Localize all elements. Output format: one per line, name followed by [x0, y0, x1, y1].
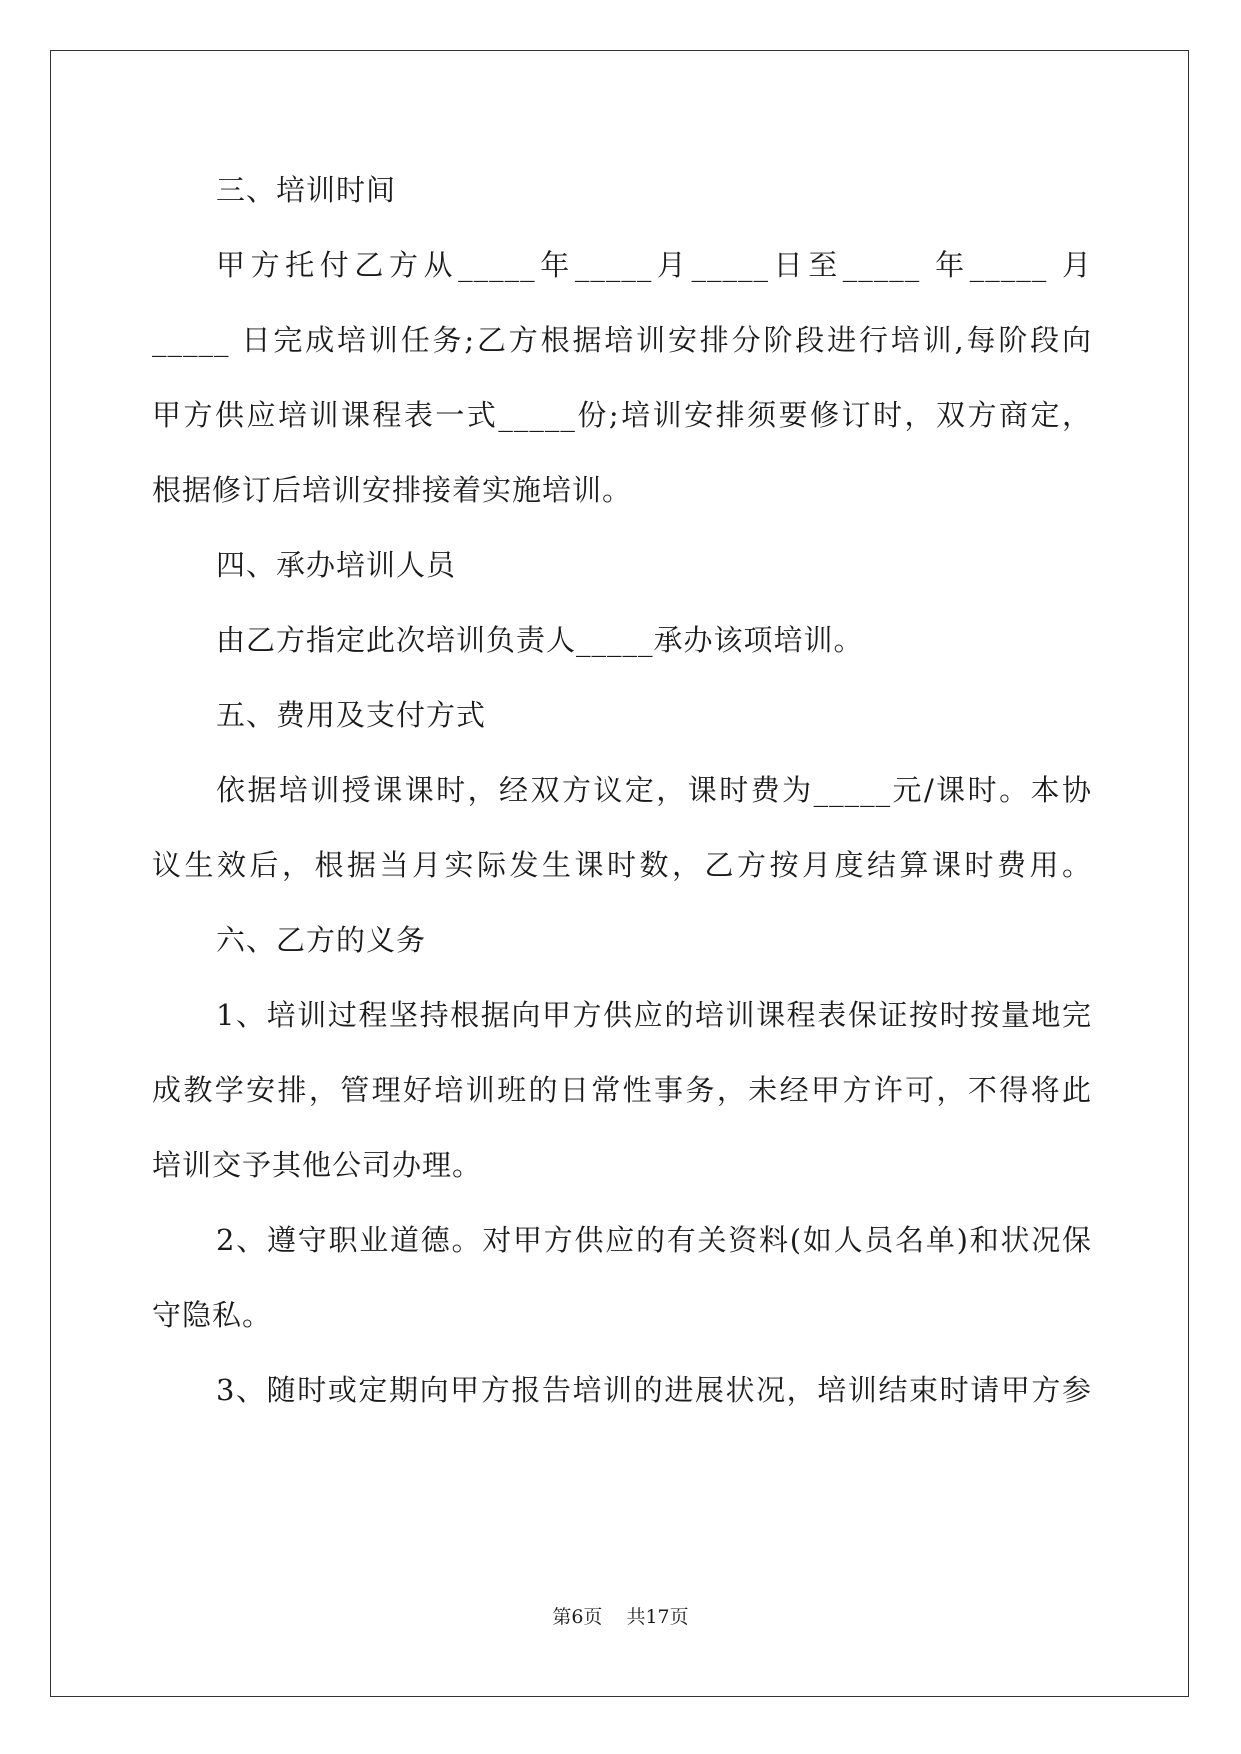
paragraph-line: 守隐私。: [152, 1298, 273, 1332]
section-heading-obligations: 六、乙方的义务: [216, 923, 427, 957]
page-footer: [0, 1605, 1241, 1629]
paragraph-line: 3、随时或定期向甲方报告培训的进展状况，培训结束时请甲方参: [216, 1373, 1092, 1407]
paragraph-line: 由乙方指定此次培训负责人_____承办该项培训。: [216, 623, 864, 657]
page-number: 第6页: [552, 1606, 603, 1628]
paragraph-line: 根据修订后培训安排接着实施培训。: [152, 473, 633, 507]
paragraph-line: 成教学安排，管理好培训班的日常性事务，未经甲方许可，不得将此: [152, 1073, 1092, 1107]
section-heading-training-time: 三、培训时间: [216, 173, 397, 207]
paragraph-line: 甲方托付乙方从_____年_____月_____日至_____ 年_____ 月: [216, 248, 1092, 282]
paragraph-line: 2、遵守职业道德。对甲方供应的有关资料(如人员名单)和状况保: [216, 1223, 1092, 1257]
paragraph-line: _____ 日完成培训任务;乙方根据培训安排分阶段进行培训,每阶段向: [152, 323, 1092, 357]
paragraph-line: 1、培训过程坚持根据向甲方供应的培训课程表保证按时按量地完: [216, 998, 1092, 1032]
paragraph-line: 培训交予其他公司办理。: [152, 1148, 483, 1182]
section-heading-fees: 五、费用及支付方式: [216, 698, 487, 732]
paragraph-line: 议生效后，根据当月实际发生课时数，乙方按月度结算课时费用。: [152, 848, 1092, 882]
page-total: 共17页: [626, 1606, 689, 1628]
paragraph-line: 依据培训授课课时，经双方议定，课时费为_____元/课时。本协: [216, 773, 1092, 807]
paragraph-line: 甲方供应培训课程表一式_____份;培训安排须要修订时，双方商定，: [152, 398, 1092, 432]
section-heading-trainers: 四、承办培训人员: [216, 548, 457, 582]
